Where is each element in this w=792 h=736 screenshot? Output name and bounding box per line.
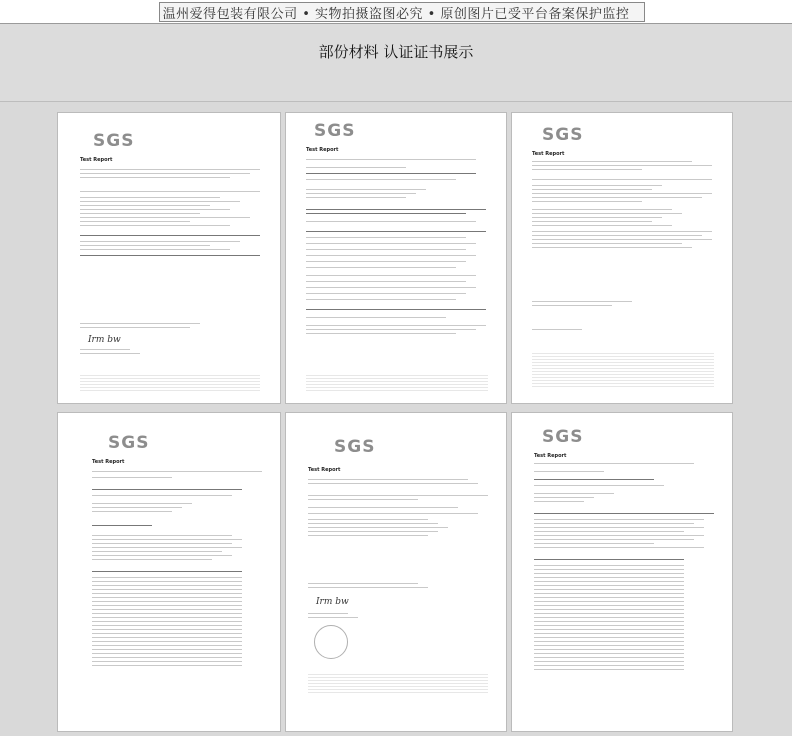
report-footer xyxy=(308,673,488,693)
sgs-logo: SGS xyxy=(93,131,135,151)
sgs-logo: SGS xyxy=(108,433,150,453)
report-title: Test Report xyxy=(92,459,125,465)
banner-text: 温州爱得包装有限公司 • 实物拍摄盗图必究 • 原创图片已受平台备案保护监控 xyxy=(162,7,630,22)
report-title: Test Report xyxy=(308,467,341,473)
certificate-2 xyxy=(285,112,507,404)
sgs-logo: SGS xyxy=(314,121,356,141)
certificate-4 xyxy=(57,412,281,732)
report-title: Test Report xyxy=(532,151,565,157)
signature: Irm bw xyxy=(316,597,349,607)
report-footer xyxy=(80,375,260,391)
sgs-logo: SGS xyxy=(542,427,584,447)
report-title: Test Report xyxy=(80,157,113,163)
sgs-logo: SGS xyxy=(542,125,584,145)
certificate-6 xyxy=(511,412,733,732)
signature: Irm bw xyxy=(88,335,121,345)
section-header xyxy=(0,24,792,102)
report-footer xyxy=(306,375,488,391)
approval-stamp xyxy=(314,625,348,659)
certificate-3 xyxy=(511,112,733,404)
section-title: 部份材料 认证证书展示 xyxy=(318,43,474,61)
report-footer xyxy=(532,353,714,387)
certificate-1 xyxy=(57,112,281,404)
certificate-grid xyxy=(0,102,792,736)
report-title: Test Report xyxy=(306,147,339,153)
sgs-logo: SGS xyxy=(334,437,376,457)
report-title: Test Report xyxy=(534,453,567,459)
top-banner xyxy=(0,0,792,24)
certificate-5 xyxy=(285,412,507,732)
